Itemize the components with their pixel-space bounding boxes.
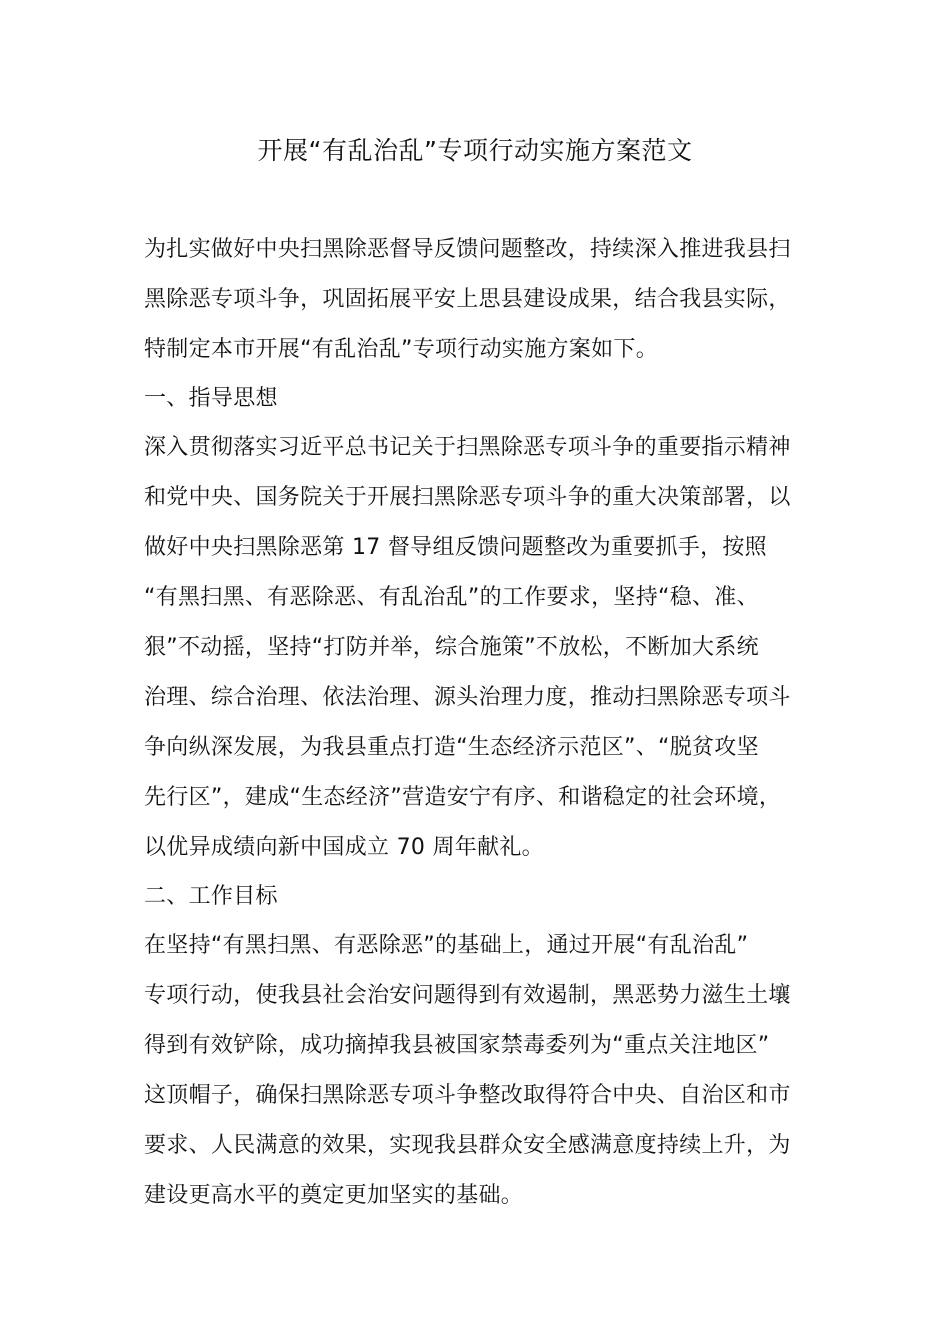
paragraph-line: 深入贯彻落实习近平总书记关于扫黑除恶专项斗争的重要指示精神	[144, 435, 791, 460]
paragraph-line: 和党中央、国务院关于开展扫黑除恶专项斗争的重大决策部署，以	[144, 485, 791, 510]
paragraph-line: 以优异成绩向新中国成立 70 周年献礼。	[144, 835, 544, 860]
paragraph-line: 建设更高水平的奠定更加坚实的基础。	[144, 1183, 524, 1208]
section-heading: 一、指导思想	[144, 386, 278, 411]
paragraph-line: 狠”不动摇，坚持“打防并举，综合施策”不放松，不断加大系统	[144, 635, 759, 660]
paragraph-line: 得到有效铲除，成功摘掉我县被国家禁毒委列为“重点关注地区”	[144, 1033, 770, 1058]
paragraph-line: “有黑扫黑、有恶除恶、有乱治乱”的工作要求，坚持“稳、准、	[144, 585, 759, 610]
paragraph-line: 治理、综合治理、依法治理、源头治理力度，推动扫黑除恶专项斗	[144, 685, 791, 710]
paragraph-line: 争向纵深发展，为我县重点打造“生态经济示范区”、“脱贫攻坚	[144, 735, 759, 760]
paragraph-line: 为扎实做好中央扫黑除恶督导反馈问题整改，持续深入推进我县扫	[144, 237, 791, 262]
paragraph-line: 先行区”，建成“生态经济”营造安宁有序、和谐稳定的社会环境，	[144, 785, 782, 810]
paragraph-line: 这顶帽子，确保扫黑除恶专项斗争整改取得符合中央、自治区和市	[144, 1083, 791, 1108]
paragraph-line: 专项行动，使我县社会治安问题得到有效遏制，黑恶势力滋生土壤	[144, 983, 791, 1008]
paragraph-line: 做好中央扫黑除恶第 17 督导组反馈问题整改为重要抓手，按照	[144, 535, 767, 560]
paragraph-line: 要求、人民满意的效果，实现我县群众安全感满意度持续上升，为	[144, 1133, 791, 1158]
section-heading: 二、工作目标	[144, 884, 278, 909]
paragraph-line: 黑除恶专项斗争，巩固拓展平安上思县建设成果，结合我县实际，	[144, 287, 791, 312]
document-title: 开展“有乱治乱”专项行动实施方案范文	[257, 136, 693, 165]
paragraph-line: 在坚持“有黑扫黑、有恶除恶”的基础上，通过开展“有乱治乱”	[144, 933, 749, 958]
paragraph-line: 特制定本市开展“有乱治乱”专项行动实施方案如下。	[144, 337, 658, 362]
